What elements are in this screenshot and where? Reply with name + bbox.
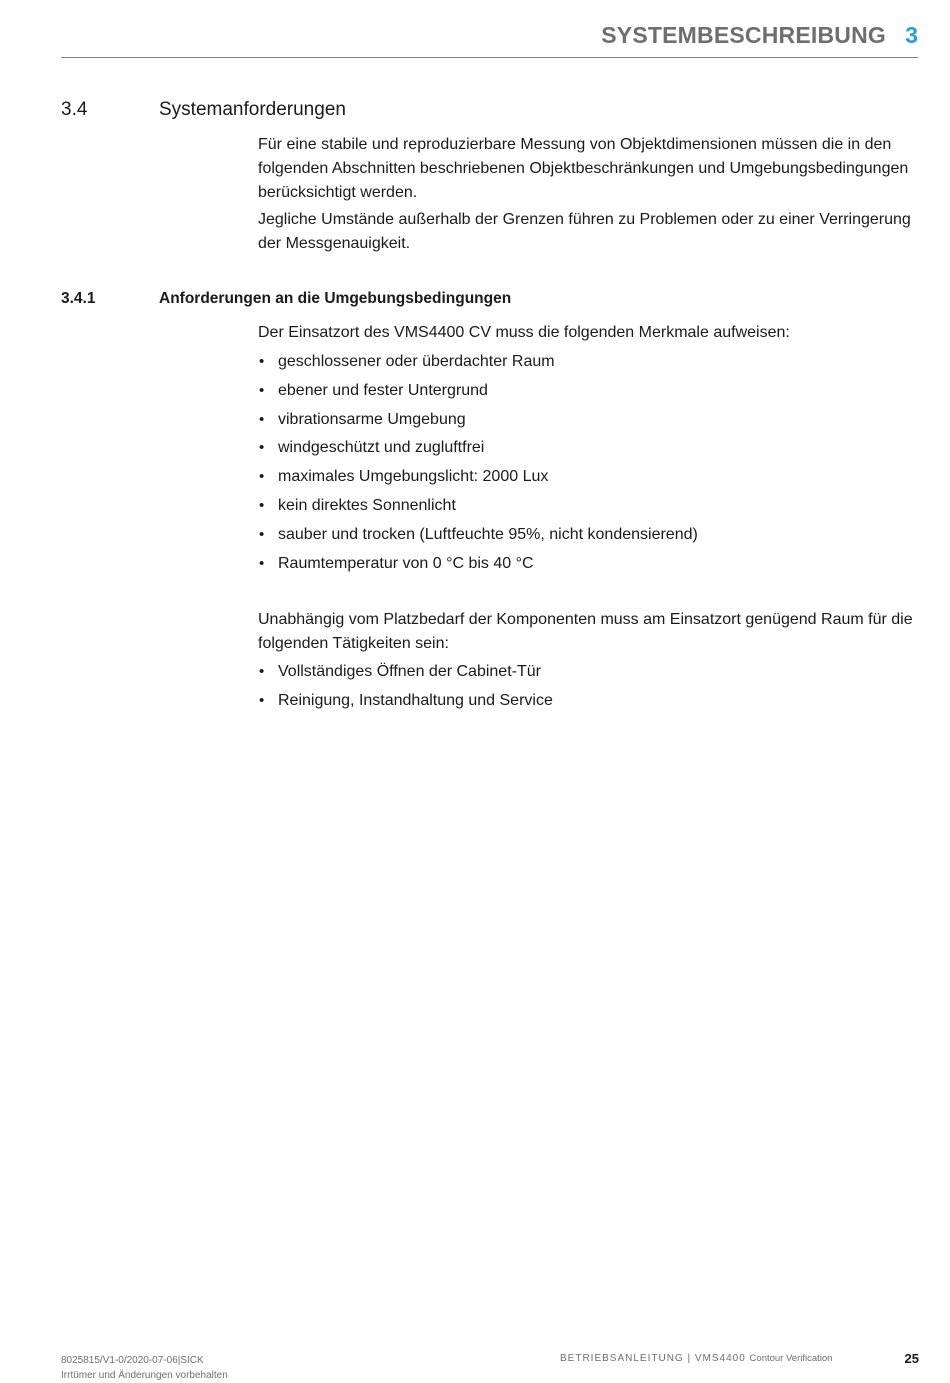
space-intro: Unabhängig vom Platzbedarf der Komponenten muss am Einsatzort genügend Raum für die folgenden Tätigkeiten sein: (258, 611, 913, 652)
list-item: • Vollständiges Öffnen der Cabinet-Tür (258, 660, 553, 689)
chapter-title: SYSTEMBESCHREIBUNG (601, 22, 886, 48)
section-title: Systemanforderungen (159, 99, 346, 120)
list-item: • kein direktes Sonnenlicht (258, 494, 698, 523)
bullet-icon: • (259, 663, 265, 680)
list-item: • sauber und trocken (Luftfeuchte 95%, nicht kondensierend) (258, 523, 698, 552)
list-item: • windgeschützt und zugluftfrei (258, 436, 698, 465)
bullet-icon: • (259, 381, 265, 399)
bullet-icon: • (259, 554, 265, 572)
chapter-number: 3 (905, 22, 918, 48)
page-number: 25 (904, 1351, 919, 1366)
subsection-intro: Der Einsatzort des VMS4400 CV muss die folgenden Merkmale aufweisen: (258, 324, 790, 341)
header-divider (61, 57, 918, 58)
subsection-number: 3.4.1 (61, 290, 96, 307)
bullet-icon: • (259, 496, 265, 514)
bullet-icon: • (259, 525, 265, 543)
bullet-icon: • (259, 353, 265, 370)
bullet-icon: • (259, 691, 265, 709)
list-item: • ebener und fester Untergrund (258, 379, 698, 408)
bullet-icon: • (259, 410, 265, 428)
footer-doc-type: BETRIEBSANLEITUNG | VMS4400 (560, 1353, 746, 1364)
bullet-icon: • (259, 468, 265, 486)
footer-disclaimer: Irrtümer und Änderungen vorbehalten (61, 1370, 228, 1381)
list-item: • Raumtemperatur von 0 °C bis 40 °C (258, 552, 698, 581)
section-paragraph-2: Jegliche Umstände außerhalb der Grenzen führen zu Problemen oder zu einer Verringerung der Messgenauigkeit. (258, 211, 911, 252)
footer-doc-title (560, 1353, 832, 1364)
list-item: • maximales Umgebungslicht: 2000 Lux (258, 465, 698, 494)
footer-doc-info (61, 1353, 228, 1383)
list-item: • vibrationsarme Umgebung (258, 408, 698, 437)
list-item: • geschlossener oder überdachter Raum (258, 350, 698, 379)
bullet-icon: • (259, 439, 265, 457)
footer-doc-product: Contour Verification (749, 1353, 833, 1364)
requirements-list (258, 350, 698, 580)
activities-list (258, 660, 553, 718)
subsection-title: Anforderungen an die Umgebungsbedingungen (159, 290, 512, 307)
list-item: • Reinigung, Instandhaltung und Service (258, 689, 553, 718)
section-number: 3.4 (61, 99, 88, 120)
footer-doc-id: 8025815/V1-0/2020-07-06|SICK (61, 1355, 204, 1366)
section-paragraph-1: Für eine stabile und reproduzierbare Messung von Objektdimensionen müssen die in den folgenden Abschnitten beschriebenen Objektbeschränkungen und Umgebungsbedingungen berücksichtigt werden. (258, 136, 909, 201)
